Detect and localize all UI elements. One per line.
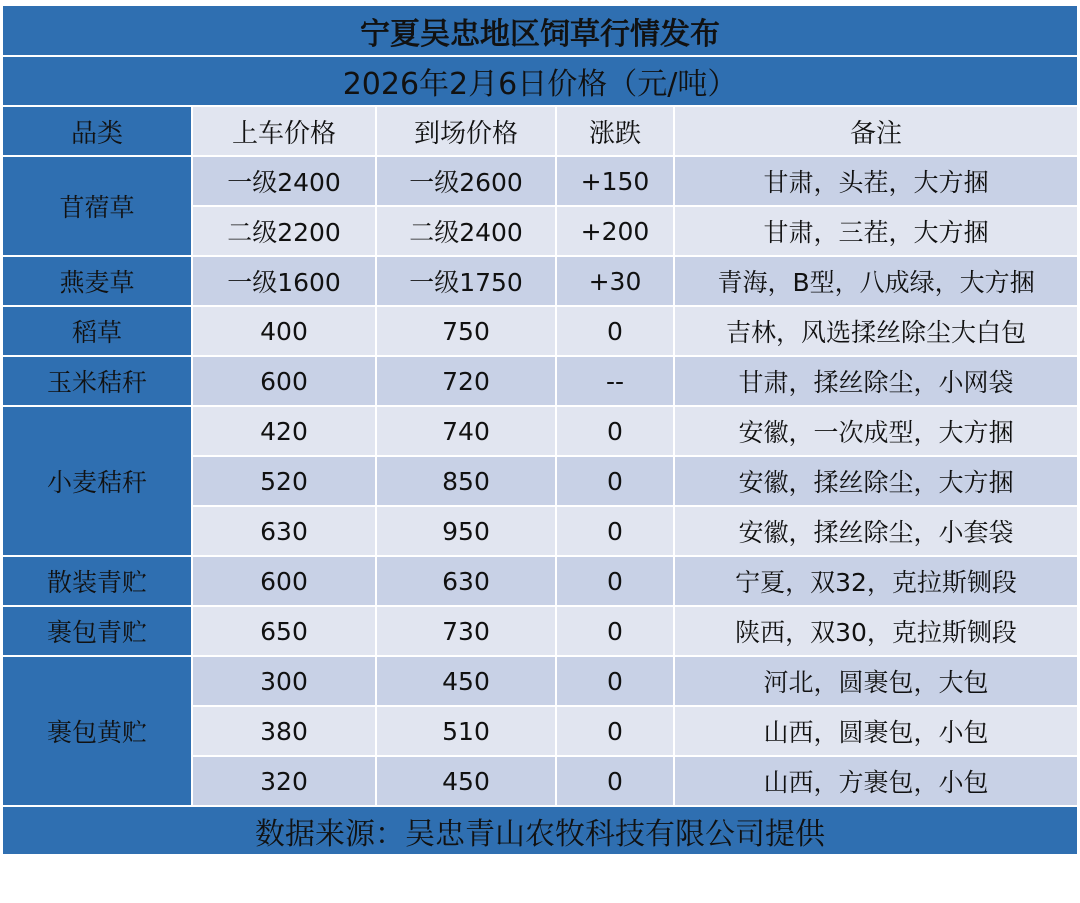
note-cell: 山西，方裹包，小包 — [674, 756, 1078, 806]
load-price-cell: 320 — [192, 756, 376, 806]
note-cell: 陕西，双30，克拉斯铡段 — [674, 606, 1078, 656]
note-cell: 安徽，一次成型，大方捆 — [674, 406, 1078, 456]
category-cell: 小麦秸秆 — [2, 406, 192, 556]
load-price-cell: 600 — [192, 556, 376, 606]
note-cell: 青海，B型，八成绿，大方捆 — [674, 256, 1078, 306]
arrival-price-cell: 750 — [376, 306, 556, 356]
price-table — [1, 4, 1079, 856]
price-date-subtitle: 2026年2月6日价格（元/吨） — [2, 56, 1078, 106]
table-row — [2, 256, 1078, 306]
column-header-category: 品类 — [2, 106, 192, 156]
change-cell: -- — [556, 356, 674, 406]
note-cell: 河北，圆裹包，大包 — [674, 656, 1078, 706]
note-cell: 安徽，揉丝除尘，大方捆 — [674, 456, 1078, 506]
arrival-price-cell: 740 — [376, 406, 556, 456]
column-header-change: 涨跌 — [556, 106, 674, 156]
load-price-cell: 400 — [192, 306, 376, 356]
load-price-cell: 300 — [192, 656, 376, 706]
category-cell: 苜蓿草 — [2, 156, 192, 256]
load-price-cell: 一级2400 — [192, 156, 376, 206]
change-cell: 0 — [556, 406, 674, 456]
note-cell: 山西，圆裹包，小包 — [674, 706, 1078, 756]
column-header-load-price: 上车价格 — [192, 106, 376, 156]
footer-row — [2, 806, 1078, 855]
arrival-price-cell: 720 — [376, 356, 556, 406]
load-price-cell: 二级2200 — [192, 206, 376, 256]
note-cell: 宁夏，双32，克拉斯铡段 — [674, 556, 1078, 606]
column-header-arrival-price: 到场价格 — [376, 106, 556, 156]
header-row — [2, 106, 1078, 156]
change-cell: 0 — [556, 656, 674, 706]
load-price-cell: 520 — [192, 456, 376, 506]
price-table-body — [2, 5, 1078, 855]
arrival-price-cell: 一级1750 — [376, 256, 556, 306]
note-cell: 甘肃，三茬，大方捆 — [674, 206, 1078, 256]
category-cell: 裹包黄贮 — [2, 656, 192, 806]
load-price-cell: 650 — [192, 606, 376, 656]
change-cell: 0 — [556, 706, 674, 756]
table-row — [2, 356, 1078, 406]
load-price-cell: 600 — [192, 356, 376, 406]
change-cell: 0 — [556, 456, 674, 506]
table-row — [2, 156, 1078, 206]
change-cell: +200 — [556, 206, 674, 256]
arrival-price-cell: 一级2600 — [376, 156, 556, 206]
change-cell: +150 — [556, 156, 674, 206]
arrival-price-cell: 950 — [376, 506, 556, 556]
arrival-price-cell: 510 — [376, 706, 556, 756]
category-cell: 裹包青贮 — [2, 606, 192, 656]
title-row — [2, 5, 1078, 56]
arrival-price-cell: 730 — [376, 606, 556, 656]
change-cell: 0 — [556, 556, 674, 606]
arrival-price-cell: 二级2400 — [376, 206, 556, 256]
price-sheet — [0, 4, 1078, 856]
load-price-cell: 380 — [192, 706, 376, 756]
note-cell: 吉林，风选揉丝除尘大白包 — [674, 306, 1078, 356]
arrival-price-cell: 450 — [376, 656, 556, 706]
table-row — [2, 406, 1078, 456]
table-row — [2, 606, 1078, 656]
category-cell: 玉米秸秆 — [2, 356, 192, 406]
load-price-cell: 630 — [192, 506, 376, 556]
table-row — [2, 556, 1078, 606]
load-price-cell: 420 — [192, 406, 376, 456]
note-cell: 甘肃，头茬，大方捆 — [674, 156, 1078, 206]
arrival-price-cell: 630 — [376, 556, 556, 606]
category-cell: 稻草 — [2, 306, 192, 356]
change-cell: 0 — [556, 756, 674, 806]
table-row — [2, 306, 1078, 356]
page-title: 宁夏吴忠地区饲草行情发布 — [2, 5, 1078, 56]
arrival-price-cell: 450 — [376, 756, 556, 806]
load-price-cell: 一级1600 — [192, 256, 376, 306]
subtitle-row — [2, 56, 1078, 106]
data-source-footer: 数据来源：吴忠青山农牧科技有限公司提供 — [2, 806, 1078, 855]
change-cell: 0 — [556, 506, 674, 556]
note-cell: 甘肃，揉丝除尘，小网袋 — [674, 356, 1078, 406]
table-row — [2, 656, 1078, 706]
change-cell: 0 — [556, 306, 674, 356]
category-cell: 燕麦草 — [2, 256, 192, 306]
note-cell: 安徽，揉丝除尘，小套袋 — [674, 506, 1078, 556]
column-header-note: 备注 — [674, 106, 1078, 156]
change-cell: 0 — [556, 606, 674, 656]
category-cell: 散装青贮 — [2, 556, 192, 606]
change-cell: +30 — [556, 256, 674, 306]
arrival-price-cell: 850 — [376, 456, 556, 506]
